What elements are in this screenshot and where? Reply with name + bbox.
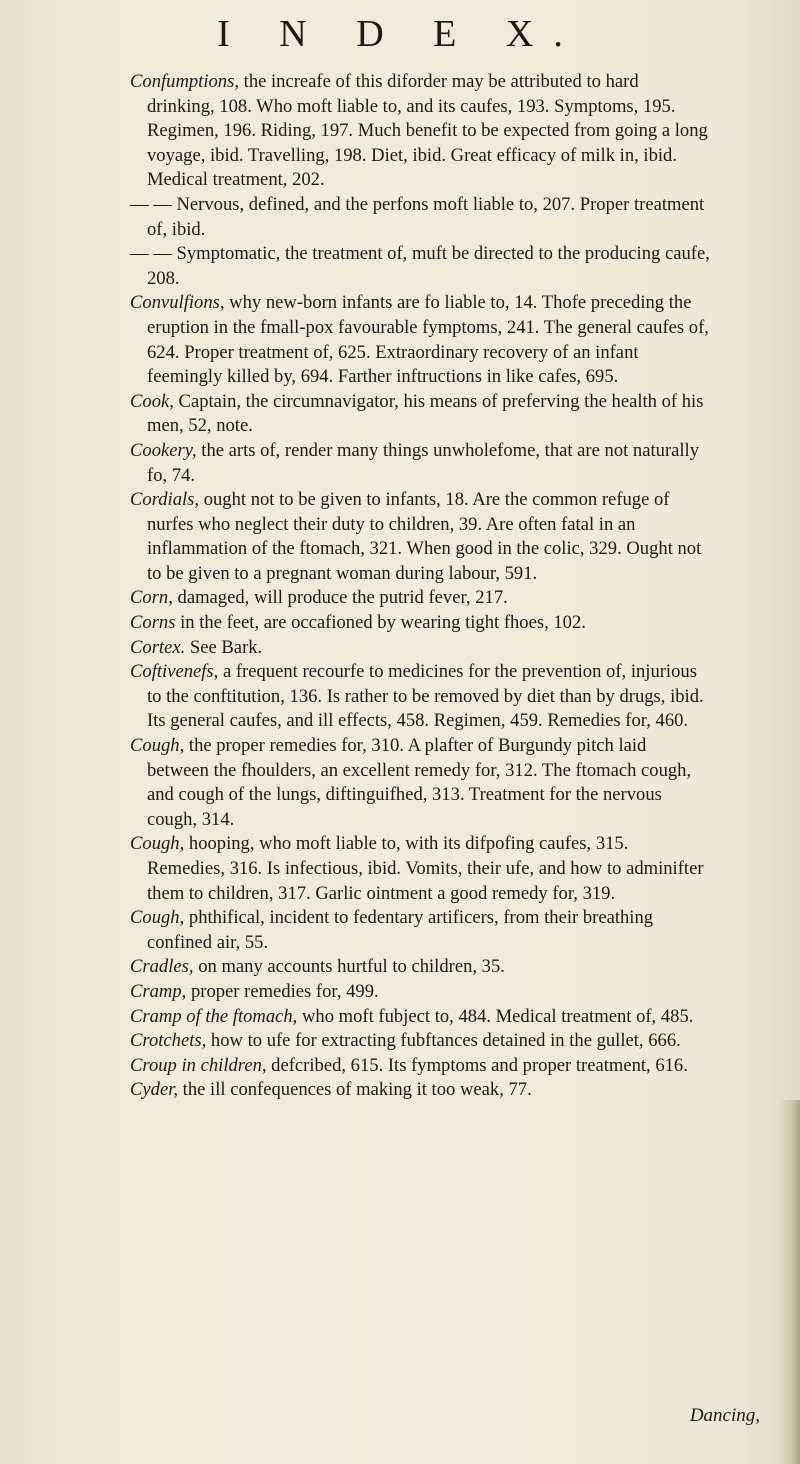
entry-term: Cordials, [130, 489, 200, 511]
entry-text: Captain, the circumnavigator, his means of preferving the health of his men, 52, note. [147, 390, 704, 437]
entry-term: Cortex. [130, 636, 186, 658]
entry-text: defined, and the perfons moft liable to, 207. Proper treatment of, ibid. [147, 193, 705, 240]
catchword: Dancing, [689, 1405, 760, 1426]
index-entry [130, 291, 710, 389]
index-entry [130, 1029, 710, 1054]
index-entry [130, 980, 710, 1005]
entry-term: Cough, [130, 833, 185, 855]
entry-text: the arts of, render many things unwholefome, that are not naturally fo, 74. [147, 439, 700, 486]
entry-text: who moft fubject to, 484. Medical treatment of, 485. [297, 1005, 694, 1027]
entry-term: Cramp, [130, 980, 187, 1002]
entry-term: Cyder, [130, 1079, 179, 1101]
entry-text: why new-born infants are fo liable to, 14. Thofe preceding the eruption in the fmall-pox favourable fymptoms, 241. The general caufes of, 624. Proper treatment of, 625. Extraordinary recovery of an infant feemingly killed by, 694. Farther inftructions in like cafes, 695. [147, 292, 709, 388]
entry-term: — — Nervous, [130, 193, 245, 215]
entry-text: hooping, who moft liable to, with its difpofing caufes, 315. Remedies, 316. Is infectious, ibid. Vomits, their ufe, and how to adminifter them to children, 317. Garlic ointment a good remedy for, 319. [147, 833, 704, 904]
entry-term: — — Symptomatic, [130, 243, 281, 265]
entry-term: Convulfions, [130, 292, 225, 314]
index-entry [130, 586, 710, 611]
entry-text: ought not to be given to infants, 18. Are the common refuge of nurfes who neglect their duty to children, 39. Are often fatal in an inflammation of the ftomach, 321. When good in the colic, 329. Ought not to be given to a pregnant woman during labour, 591. [147, 489, 702, 584]
entry-term: Cramp of the ftomach, [130, 1005, 298, 1027]
page-heading: I N D E X. [217, 13, 583, 55]
entry-term: Cradles, [130, 956, 194, 978]
entry-term: Corn, [130, 587, 173, 609]
index-entry [130, 660, 710, 734]
entry-text: defcribed, 615. Its fymptoms and proper treatment, 616. [266, 1054, 688, 1076]
entry-text: the increafe of this diforder may be attributed to hard drinking, 108. Who moft liable to, and its caufes, 193. Symptoms, 195. Regimen, 196. Riding, 197. Much benefit to be expected from going a long voyage, ibid. Travelling, 198. Diet, ibid. Great efficacy of milk in, ibid. Medical treatment, 202. [147, 71, 708, 191]
entry-term: Cookery, [130, 439, 197, 461]
entry-term: Cough, [130, 735, 185, 757]
entry-text: the proper remedies for, 310. A plafter of Burgundy pitch laid between the fhoulders, an excellent remedy for, 312. The ftomach cough, and cough of the lungs, diftinguifhed, 313. Treatment for the nervous cough, 314. [147, 735, 692, 830]
index-entry [130, 193, 710, 242]
entry-term: Crotchets, [130, 1030, 207, 1052]
index-entry [130, 734, 710, 832]
index-entry [130, 955, 710, 980]
page-edge-shadow [778, 1100, 800, 1464]
entry-text: in the feet, are occafioned by wearing tight fhoes, 102. [175, 612, 586, 634]
index-entry [130, 611, 710, 636]
entry-term: Corns [130, 612, 176, 634]
entry-term: Confumptions, [130, 71, 239, 92]
entry-text: See Bark. [185, 636, 263, 658]
index-entry [130, 70, 710, 193]
entry-term: Coftivenefs, [130, 661, 219, 683]
index-entry [130, 390, 710, 439]
index-entry [130, 1078, 710, 1103]
entry-text: phthifical, incident to fedentary artificers, from their breathing confined air, 55. [147, 907, 654, 953]
entry-text: on many accounts hurtful to children, 35. [193, 956, 505, 978]
entry-term: Cough, [130, 907, 185, 929]
index-entry [130, 832, 710, 906]
index-entry [130, 1005, 710, 1030]
entry-term: Croup in children, [130, 1054, 267, 1076]
entry-text: the treatment of, muft be directed to the producing caufe, 208. [147, 243, 710, 289]
index-entry [130, 1054, 710, 1079]
index-entry [130, 439, 710, 488]
entry-text: damaged, will produce the putrid fever, 217. [172, 587, 508, 609]
index-entry [130, 242, 710, 291]
index-entry [130, 906, 710, 955]
entry-text: the ill confequences of making it too weak, 77. [178, 1079, 532, 1101]
entry-text: how to ufe for extracting fubftances detained in the gullet, 666. [206, 1030, 681, 1052]
entry-term: Cook, [130, 390, 174, 412]
index-entry [130, 636, 710, 661]
index-entry [130, 488, 710, 586]
entry-text: a frequent recourfe to medicines for the prevention of, injurious to the conftitution, 136. Is rather to be removed by diet than by drugs, ibid. Its general caufes, and ill effects, 458. Regimen, 459. Remedies for, 460. [147, 661, 704, 732]
entry-text: proper remedies for, 499. [186, 980, 379, 1002]
index-entries [130, 70, 710, 1103]
